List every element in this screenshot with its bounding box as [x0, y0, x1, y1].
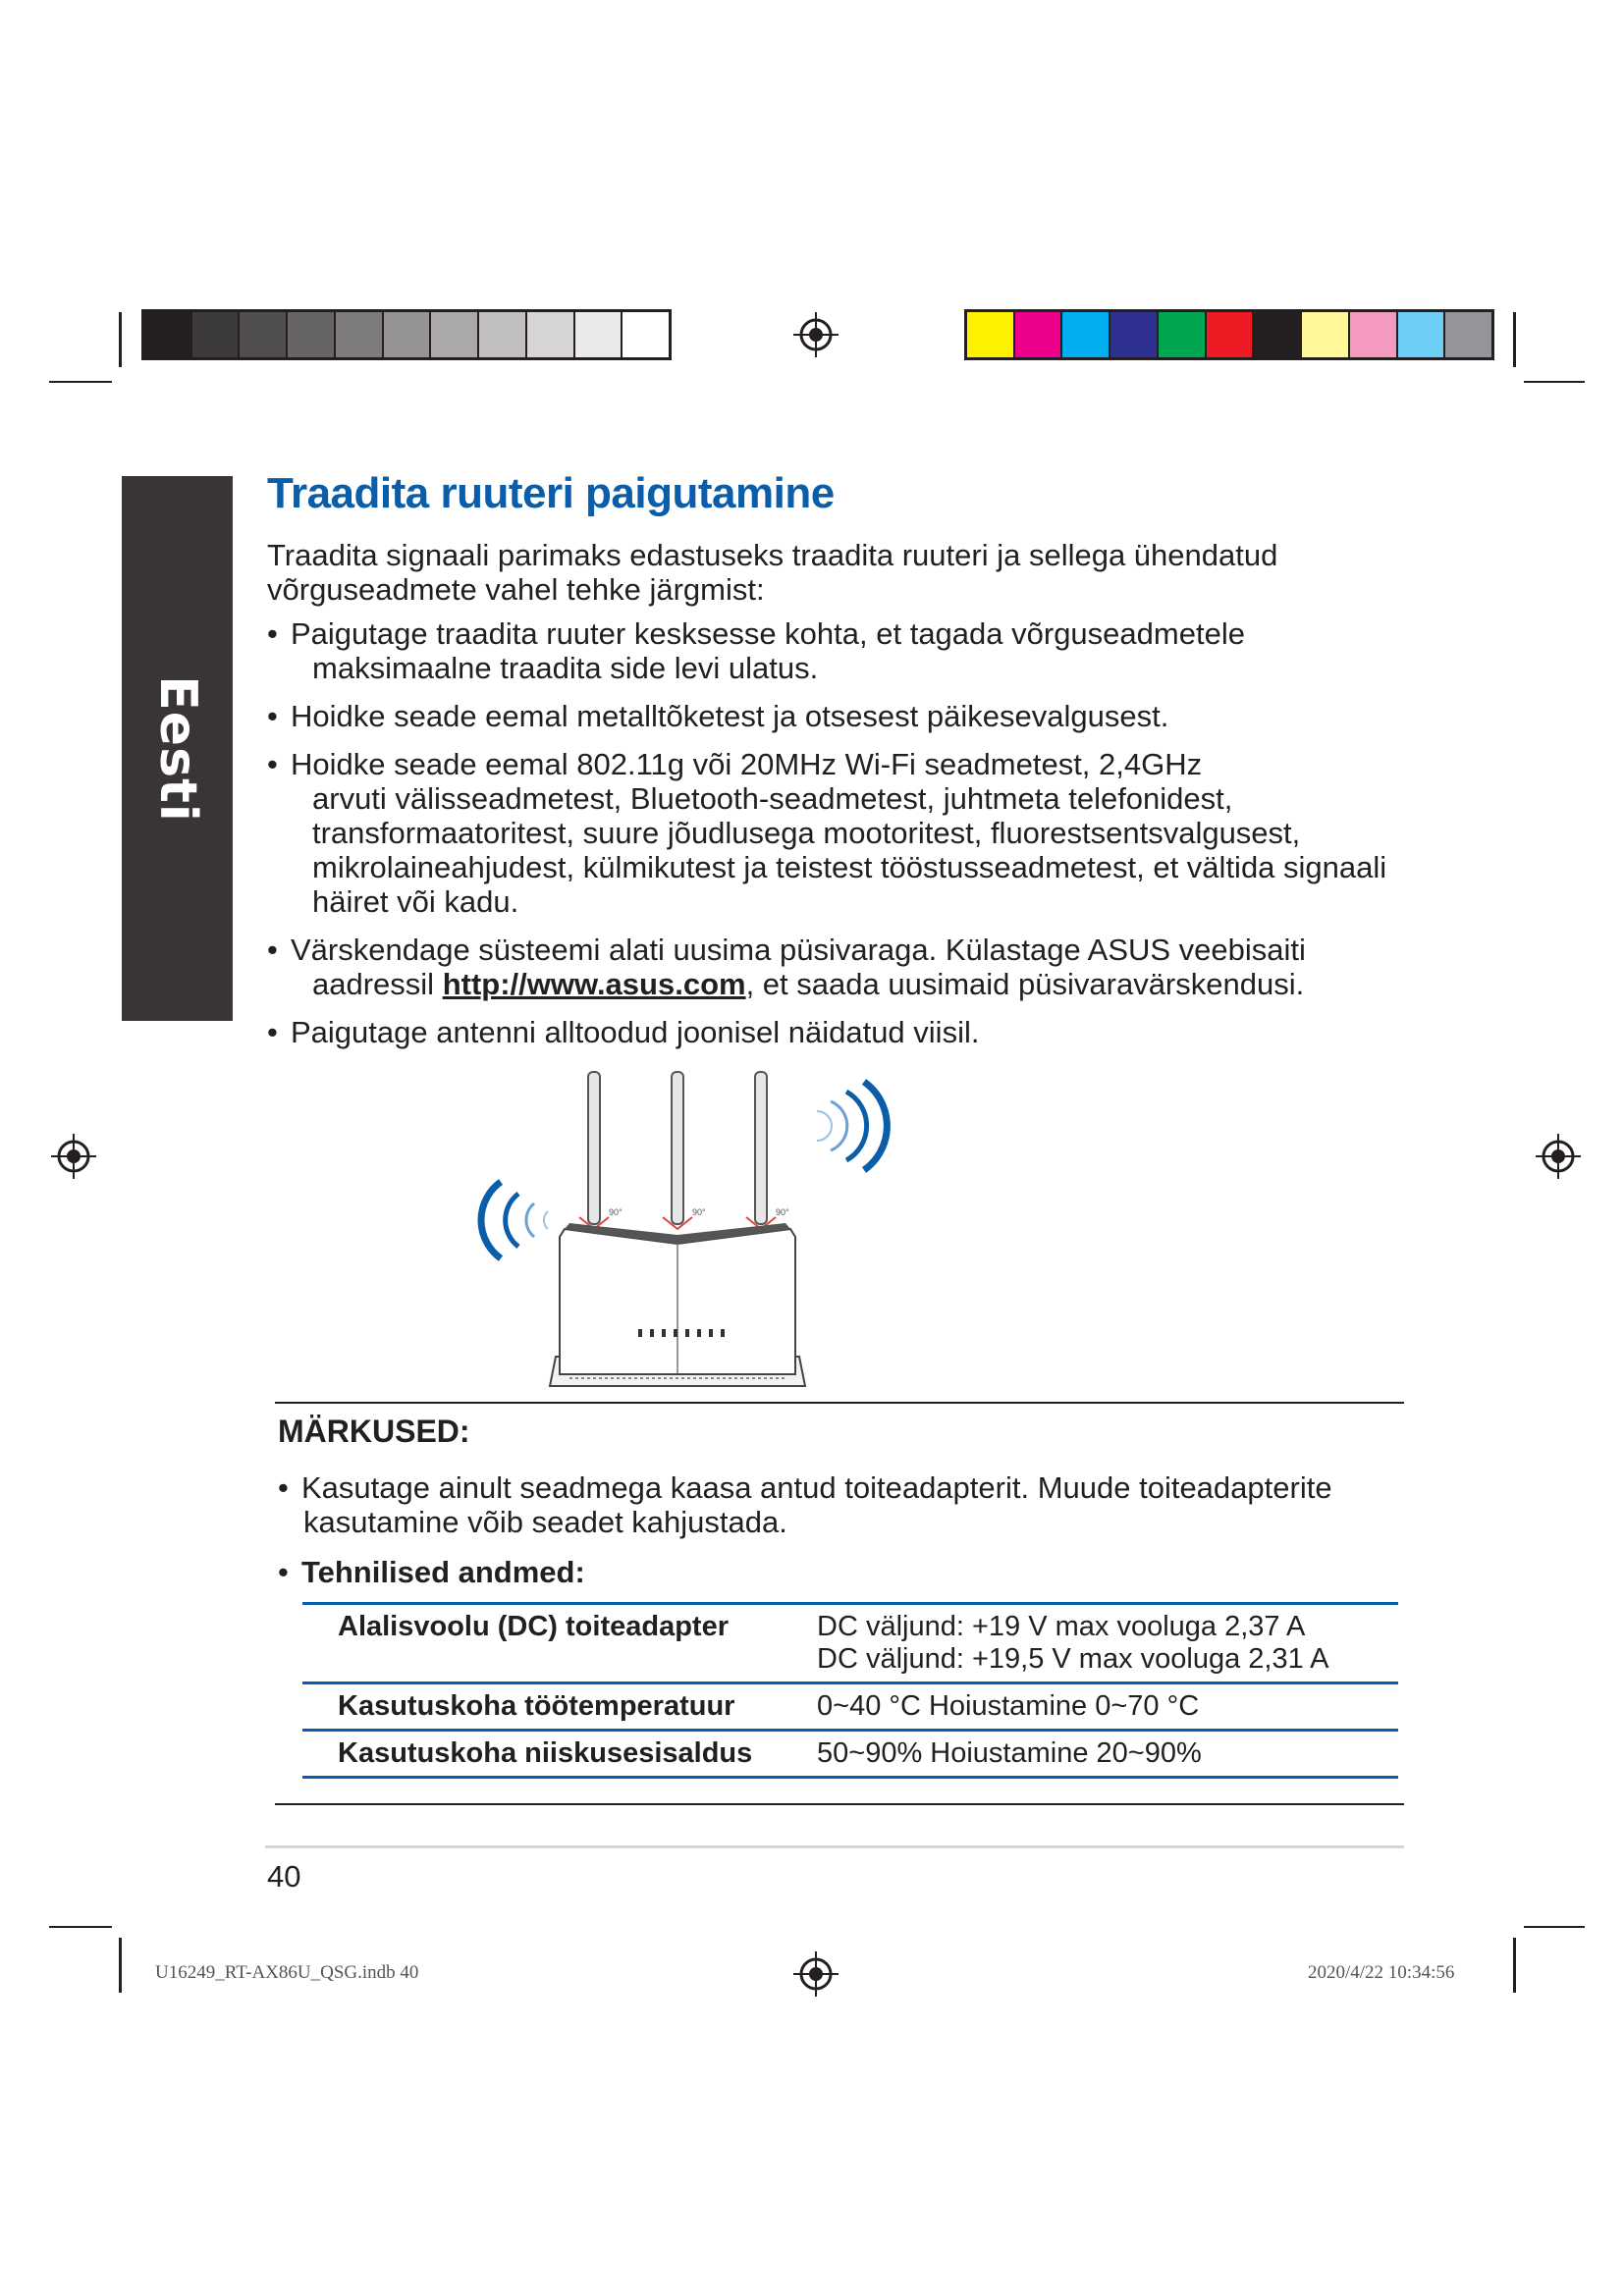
- notes-title: MÄRKUSED:: [278, 1414, 470, 1449]
- section-title: Traadita ruuteri paigutamine: [267, 469, 835, 517]
- asus-website-link[interactable]: http://www.asus.com: [442, 967, 746, 1001]
- print-slug-filename: U16249_RT-AX86U_QSG.indb 40: [155, 1962, 419, 1983]
- table-row: [302, 1731, 1398, 1778]
- footer-divider: [265, 1845, 1404, 1848]
- color-swatch: [1254, 312, 1302, 357]
- color-swatch: [240, 312, 288, 357]
- list-item-continuation: , et saada uusimaid püsivaravärskendusi.: [745, 967, 1305, 1001]
- crop-mark: [1524, 381, 1585, 383]
- color-swatch: [1110, 312, 1159, 357]
- router-antenna-illustration: [461, 1062, 893, 1396]
- signal-wave-icon: [481, 1182, 501, 1258]
- notes-list: [278, 1470, 1407, 1605]
- color-swatch: [1398, 312, 1446, 357]
- table-row: [302, 1683, 1398, 1731]
- spec-value: 50~90% Hoiustamine 20~90%: [817, 1737, 1202, 1769]
- color-swatch: [623, 312, 669, 357]
- list-item: • Hoidke seade eemal metalltõketest ja otsesest päikesevalgusest.: [267, 699, 1169, 733]
- registration-mark-icon: [793, 312, 839, 357]
- color-swatch: [288, 312, 336, 357]
- color-swatch: [479, 312, 527, 357]
- list-item: • Tehnilised andmed:: [278, 1555, 585, 1589]
- color-swatch: [1159, 312, 1207, 357]
- registration-mark-icon: [1536, 1134, 1581, 1179]
- page-number: 40: [267, 1859, 301, 1894]
- grayscale-calibration-strip: [141, 309, 672, 360]
- list-item: • Kasutage ainult seadmega kaasa antud toiteadapterit. Muude toiteadapterite kasutamine võib seadet kahjustada.: [278, 1470, 1407, 1539]
- antenna-angle-label: 90°: [776, 1207, 789, 1217]
- color-swatch: [1350, 312, 1398, 357]
- color-swatch: [1445, 312, 1491, 357]
- color-swatch: [192, 312, 241, 357]
- list-item: • Värskendage süsteemi alati uusima püsivaraga. Külastage ASUS veebisaiti aadressil http://www.asus.com, et saada uusimaid püsivaravärskendusi.: [267, 933, 1306, 1001]
- color-swatch: [967, 312, 1015, 357]
- antenna-angle-label: 90°: [692, 1207, 706, 1217]
- crop-mark: [49, 1926, 112, 1928]
- list-item-text: Värskendage süsteemi alati uusima püsivaraga. Külastage ASUS veebisaiti: [291, 933, 1306, 967]
- list-item-continuation: aadressil: [312, 967, 443, 1001]
- color-swatch: [1302, 312, 1350, 357]
- list-item-text: Paigutage antenni alltoodud joonisel näidatud viisil.: [291, 1015, 980, 1049]
- list-item-continuation: maksimaalne traadita side levi ulatus.: [312, 651, 819, 685]
- color-swatch: [144, 312, 192, 357]
- list-item-text: Paigutage traadita ruuter kesksesse kohta, et tagada võrguseadmetele: [291, 616, 1245, 651]
- print-slug-timestamp: 2020/4/22 10:34:56: [1308, 1962, 1455, 1983]
- spec-value: DC väljund: +19,5 V max vooluga 2,31 A: [817, 1643, 1329, 1675]
- color-swatch: [384, 312, 432, 357]
- crop-mark: [119, 312, 122, 367]
- spec-label: Kasutuskoha töötemperatuur: [338, 1690, 735, 1722]
- crop-mark: [119, 1938, 122, 1993]
- specifications-table: [302, 1602, 1398, 1779]
- spec-label: Alalisvoolu (DC) toiteadapter: [338, 1611, 729, 1642]
- color-swatch: [431, 312, 479, 357]
- list-item-text: Kasutage ainult seadmega kaasa antud toiteadapterit. Muude toiteadapterite: [301, 1470, 1332, 1505]
- registration-mark-icon: [51, 1134, 96, 1179]
- crop-mark: [49, 381, 112, 383]
- language-tab: [122, 476, 233, 1021]
- list-item: • Paigutage traadita ruuter kesksesse kohta, et tagada võrguseadmetele maksimaalne traadita side levi ulatus.: [267, 616, 1406, 685]
- section-divider: [275, 1402, 1404, 1404]
- spec-label: Kasutuskoha niiskusesisaldus: [338, 1737, 753, 1769]
- intro-paragraph: Traadita signaali parimaks edastuseks traadita ruuteri ja sellega ühendatud võrguseadmete vahel tehke järgmist:: [267, 538, 1278, 607]
- list-item-continuation: arvuti välisseadmetest, Bluetooth-seadmetest, juhtmeta telefonidest, transformaatoritest, suure jõudlusega mootoritest, fluorestsentsvalgusest, mikrolaineahjudest, külmikutest ja teistest tööstusseadmetest, et vältida signaali häiret või kadu.: [312, 781, 1387, 919]
- crop-mark: [1513, 312, 1516, 367]
- spec-value: 0~40 °C Hoiustamine 0~70 °C: [817, 1690, 1200, 1722]
- placement-tips-list: [267, 616, 1406, 1063]
- color-swatch: [1015, 312, 1063, 357]
- list-item: • Paigutage antenni alltoodud joonisel näidatud viisil.: [267, 1015, 980, 1049]
- list-item-text: Tehnilised andmed:: [301, 1555, 585, 1589]
- crop-mark: [1513, 1938, 1516, 1993]
- section-divider: [275, 1803, 1404, 1805]
- color-calibration-strip: [964, 309, 1494, 360]
- color-swatch: [1207, 312, 1255, 357]
- registration-mark-icon: [793, 1951, 839, 1997]
- list-item-continuation: kasutamine võib seadet kahjustada.: [303, 1505, 787, 1539]
- color-swatch: [1062, 312, 1110, 357]
- color-swatch: [575, 312, 623, 357]
- spec-value: DC väljund: +19 V max vooluga 2,37 A: [817, 1611, 1306, 1642]
- crop-mark: [1524, 1926, 1585, 1928]
- color-swatch: [336, 312, 384, 357]
- antenna-angle-label: 90°: [609, 1207, 623, 1217]
- language-tab-label: Eesti: [147, 674, 207, 823]
- list-item-text: Hoidke seade eemal metalltõketest ja otsesest päikesevalgusest.: [291, 699, 1169, 733]
- table-row: [302, 1604, 1398, 1683]
- list-item-text: Hoidke seade eemal 802.11g või 20MHz Wi-Fi seadmetest, 2,4GHz: [291, 747, 1203, 781]
- color-swatch: [527, 312, 575, 357]
- list-item: • Hoidke seade eemal 802.11g või 20MHz Wi-Fi seadmetest, 2,4GHz arvuti välisseadmetest, Bluetooth-seadmetest, juhtmeta telefonidest, transformaatoritest, suure jõudlusega mootoritest, fluorestsentsvalgusest, mikrolaineahjudest, külmikutest ja teistest tööstusseadmetest, et vältida signaali häiret või kadu.: [267, 747, 1406, 919]
